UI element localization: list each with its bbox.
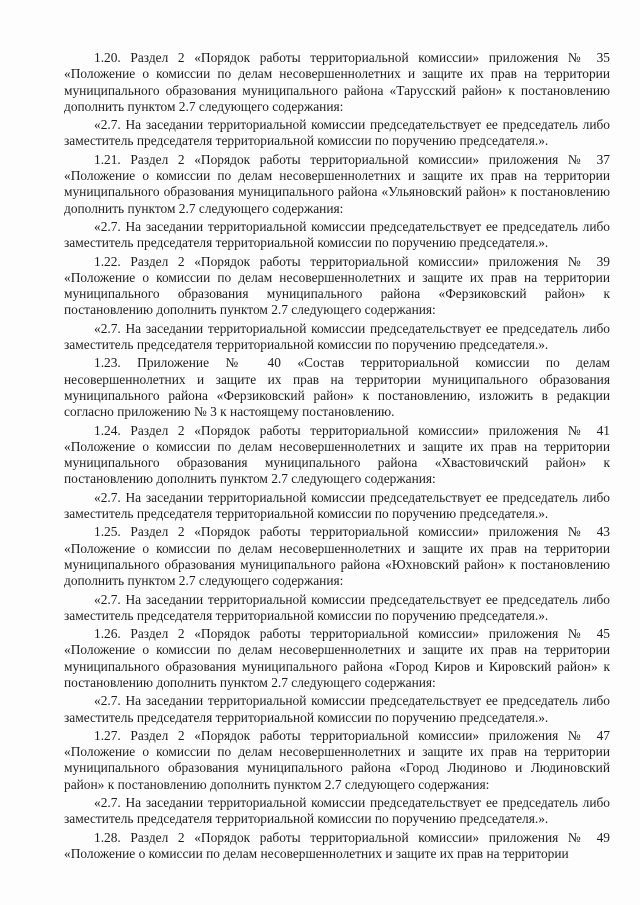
amendment-paragraph-1-26: 1.26. Раздел 2 «Порядок работы территориальной комиссии» приложения № 45 «Положение о комиссии по делам несовершеннолетних и защите их прав на территории муниципального образования муниципального района «Город Киров и Кировский район» к постановлению дополнить пунктом 2.7 следующего содержания:: [64, 626, 610, 690]
amendment-paragraph-1-23: 1.23. Приложение № 40 «Состав территориальной комиссии по делам несовершеннолетних и защите их прав на территории муниципального образования муниципального района «Ферзиковский район» к постановлению, изложить в редакции согласно приложению № 3 к настоящему постановлению.: [64, 355, 610, 420]
amendment-paragraph-1-22: 1.22. Раздел 2 «Порядок работы территориальной комиссии» приложения № 39 «Положение о комиссии по делам несовершеннолетних и защите их прав на территории муниципального образования муниципального района «Ферзиковский район» к постановлению дополнить пунктом 2.7 следующего содержания:: [64, 253, 610, 318]
quoted-clause-2-7: «2.7. На заседании территориальной комиссии председательствует ее председатель либо заместитель председателя территориальной комиссии по поручению председателя.».: [64, 117, 610, 149]
amendment-paragraph-1-24: 1.24. Раздел 2 «Порядок работы территориальной комиссии» приложения № 41 «Положение о комиссии по делам несовершеннолетних и защите их прав на территории муниципального образования муниципального района «Хвастовичский район» к постановлению дополнить пунктом 2.7 следующего содержания:: [64, 422, 610, 487]
quoted-clause-2-7: «2.7. На заседании территориальной комиссии председательствует ее председатель либо заместитель председателя территориальной комиссии по поручению председателя.».: [64, 218, 610, 251]
amendment-paragraph-1-28: 1.28. Раздел 2 «Порядок работы территориальной комиссии» приложения № 49 «Положение о комиссии по делам несовершеннолетних и защите их прав на территории: [64, 829, 610, 861]
amendment-paragraph-1-27: 1.27. Раздел 2 «Порядок работы территориальной комиссии» приложения № 47 «Положение о комиссии по делам несовершеннолетних и защите их прав на территории муниципального образования муниципального района «Город Людиново и Людиновский район» к постановлению дополнить пунктом 2.7 следующего содержания:: [64, 727, 610, 792]
quoted-clause-2-7: «2.7. На заседании территориальной комиссии председательствует ее председатель либо заместитель председателя территориальной комиссии по поручению председателя.».: [64, 591, 610, 623]
quoted-clause-2-7: «2.7. На заседании территориальной комиссии председательствует ее председатель либо заместитель председателя территориальной комиссии по поручению председателя.».: [64, 320, 610, 353]
quoted-clause-2-7: «2.7. На заседании территориальной комиссии председательствует ее председатель либо заместитель председателя территориальной комиссии по поручению председателя.».: [64, 795, 610, 827]
document-body: [64, 50, 610, 864]
quoted-clause-2-7: «2.7. На заседании территориальной комиссии председательствует ее председатель либо заместитель председателя территориальной комиссии по поручению председателя.».: [64, 693, 610, 725]
quoted-clause-2-7: «2.7. На заседании территориальной комиссии председательствует ее председатель либо заместитель председателя территориальной комиссии по поручению председателя.».: [64, 489, 610, 522]
amendment-paragraph-1-20: 1.20. Раздел 2 «Порядок работы территориальной комиссии» приложения № 35 «Положение о комиссии по делам несовершеннолетних и защите их прав на территории муниципального образования муниципального района «Тарусский район» к постановлению дополнить пунктом 2.7 следующего содержания:: [64, 50, 610, 114]
amendment-paragraph-1-25: 1.25. Раздел 2 «Порядок работы территориальной комиссии» приложения № 43 «Положение о комиссии по делам несовершеннолетних и защите их прав на территории муниципального образования муниципального района «Юхновский район» к постановлению дополнить пунктом 2.7 следующего содержания:: [64, 524, 610, 589]
amendment-paragraph-1-21: 1.21. Раздел 2 «Порядок работы территориальной комиссии» приложения № 37 «Положение о комиссии по делам несовершеннолетних и защите их прав на территории муниципального образования муниципального района «Ульяновский район» к постановлению дополнить пунктом 2.7 следующего содержания:: [64, 151, 610, 216]
